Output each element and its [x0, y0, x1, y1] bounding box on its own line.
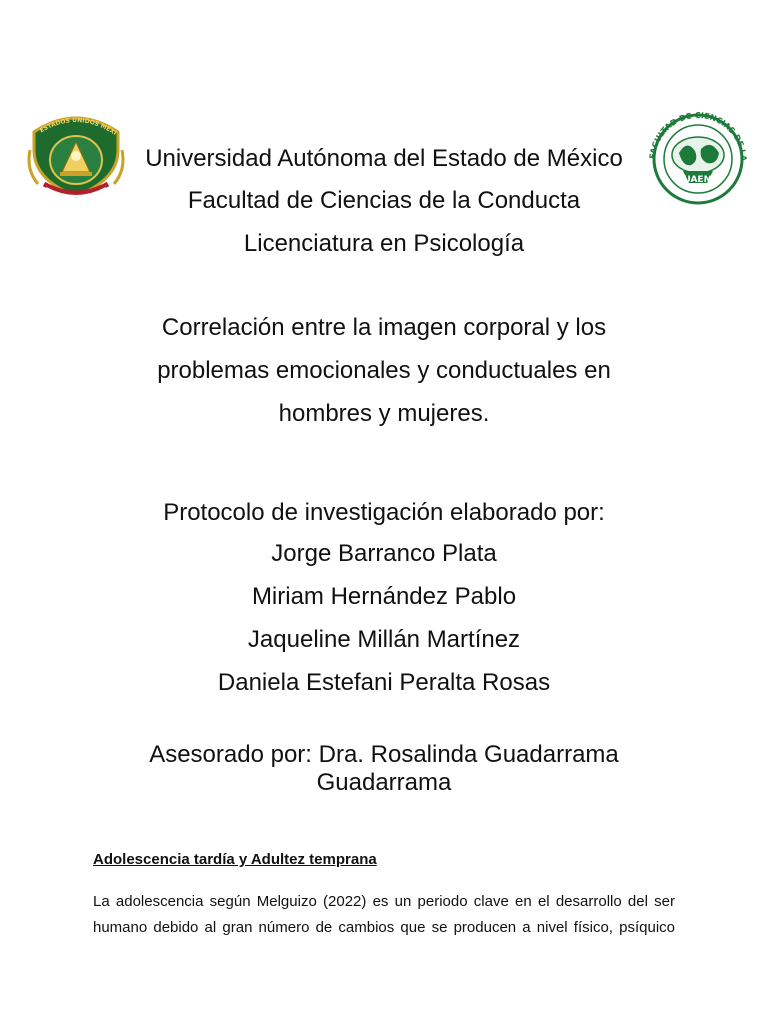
document-title-line-3: hombres y mujeres. [278, 400, 490, 427]
author-name: Miriam Hernández Pablo [251, 583, 517, 610]
paragraph-line-1: La adolescencia según Melguizo (2022) es un periodo clave en el desarrollo del ser [93, 893, 675, 910]
document-title-line-1: Correlación entre la imagen corporal y los [161, 314, 607, 341]
svg-text:FACULTAD DE CIENCIAS DE LA CON: FACULTAD DE CIENCIAS DE LA [648, 110, 749, 162]
advisor-line-1: Asesorado por: Dra. Rosalinda Guadarrama [149, 741, 619, 768]
svg-text:UAEM: UAEM [683, 175, 713, 185]
program-name: Licenciatura en Psicología [243, 230, 525, 257]
faculty-name: Facultad de Ciencias de la Conducta [187, 187, 581, 214]
author-name: Jaqueline Millán Martínez [247, 626, 521, 653]
paragraph-line-2: humano debido al gran número de cambios que se producen a nivel físico, psíquico [93, 919, 675, 936]
university-name: Universidad Autónoma del Estado de México [145, 145, 623, 172]
section-paragraph [93, 889, 675, 941]
advisor-line-2: Guadarrama [316, 769, 452, 796]
section-heading: Adolescencia tardía y Adultez temprana [93, 851, 377, 868]
authors-intro: Protocolo de investigación elaborado por: [163, 499, 605, 526]
svg-text:ESTADOS UNIDOS MEXICANOS: ESTADOS UNIDOS MEXI [38, 116, 118, 137]
document-title-line-2: problemas emocionales y conductuales en [157, 357, 611, 384]
author-name: Daniela Estefani Peralta Rosas [217, 669, 551, 696]
author-name: Jorge Barranco Plata [271, 540, 497, 567]
